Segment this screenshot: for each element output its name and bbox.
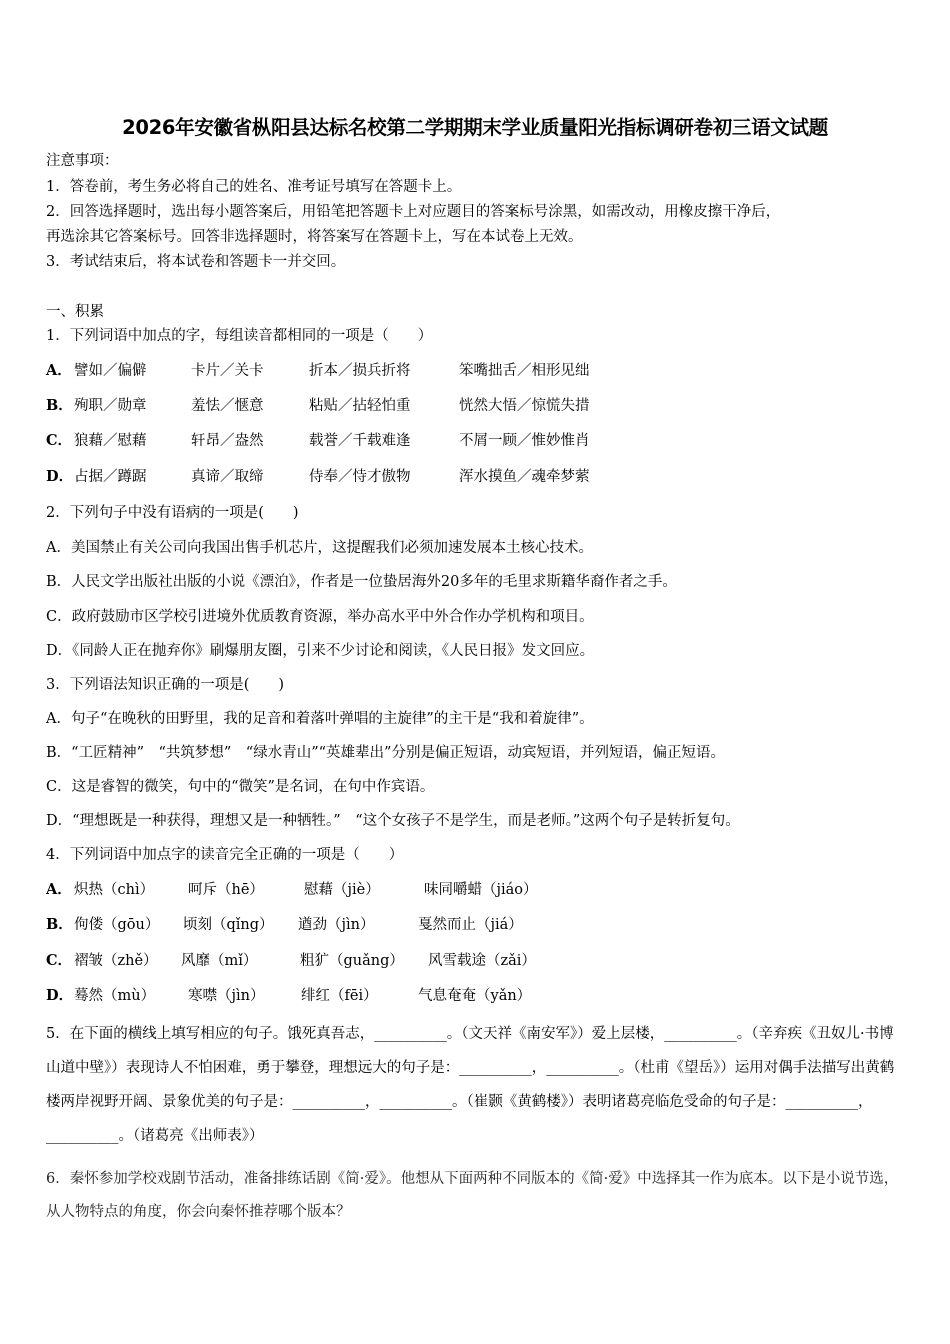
option-item: 寒噤（jìn）: [188, 988, 265, 1004]
option-label: D．: [46, 987, 74, 1004]
option-label: C．: [46, 432, 73, 449]
notice-item: 再选涂其它答案标号。回答非选择题时，将答案写在答题卡上，写在本试卷上无效。: [46, 229, 583, 245]
option-label: B．: [46, 916, 73, 933]
question-3-option: D．“理想既是一种获得，理想又是一种牺牲。” “这个女孩子不是学生，而是老师。”这两个句子是转折复句。: [46, 813, 740, 829]
question-3-stem: 3．下列语法知识正确的一项是( ): [46, 677, 285, 693]
option-label: A．: [46, 362, 72, 379]
option-item: 绯红（fēi）: [301, 988, 378, 1004]
page-title: 2026年安徽省枞阳县达标名校第二学期期末学业质量阳光指标调研卷初三语文试题: [122, 116, 828, 139]
question-3-option: A．句子“在晚秋的田野里，我的足音和着落叶弹唱的主旋律”的主干是“我和着旋律”。: [46, 711, 594, 727]
option-item: 轩昂／盎然: [191, 433, 264, 449]
question-5-text: 5．在下面的横线上填写相应的句子。饿死真吾志，__________。（文天祥《南安军》）爱上层楼，__________。（辛弃疾《丑奴儿·书博山道中壁》）表现诗人不怕困难，勇于攀登，理想远大的句子是：__________，__________。（杜甫《望岳》）运用对偶手法描写出黄鹤楼两岸视野开阔、景象优美的句子是：__________，__________。（崔颢《黄鹤楼》）表明诸葛亮临危受命的句子是：__________，__________。（诸葛亮《出师表》）: [46, 1026, 895, 1144]
option-item: 占据／蹲踞: [74, 469, 147, 485]
option-item: 佝偻（gōu）: [74, 917, 160, 933]
question-2-option: C．政府鼓励市区学校引进境外优质教育资源，举办高水平中外合作办学机构和项目。: [46, 609, 594, 625]
option-item: 狼藉／慰藉: [74, 433, 147, 449]
question-2-stem: 2．下列句子中没有语病的一项是( ): [46, 505, 299, 521]
option-item: 蓦然（mù）: [74, 988, 156, 1004]
question-2-option: B．人民文学出版社出版的小说《漂泊》，作者是一位蛰居海外20多年的毛里求斯籍华裔作者之手。: [46, 574, 677, 590]
option-item: 羞怯／惬意: [191, 398, 264, 414]
option-item: 侍奉／恃才傲物: [309, 469, 411, 485]
option-item: 气息奄奄（yǎn）: [418, 988, 532, 1004]
question-3-option: C．这是睿智的微笑，句中的“微笑”是名词，在句中作宾语。: [46, 779, 435, 795]
option-item: 粗犷（guǎng）: [300, 953, 404, 969]
option-label: C．: [46, 952, 73, 969]
notice-heading: 注意事项：: [46, 153, 119, 169]
option-item: 慰藉（jiè）: [304, 882, 380, 898]
option-label: B．: [46, 397, 73, 414]
option-item: 载誉／千载难逢: [309, 433, 411, 449]
option-item: 粘贴／拈轻怕重: [309, 398, 411, 414]
option-item: 譬如／偏僻: [74, 363, 147, 379]
question-3-option: B．“工匠精神” “共筑梦想” “绿水青山”“英雄辈出”分别是偏正短语，动宾短语，并列短语，偏正短语。: [46, 745, 725, 761]
option-label: D．: [46, 468, 74, 485]
option-item: 褶皱（zhě）: [74, 953, 158, 969]
option-item: 笨嘴拙舌／相形见绌: [459, 363, 590, 379]
option-item: 顷刻（qǐng）: [183, 917, 274, 933]
option-item: 不屑一顾／惟妙惟肖: [459, 433, 590, 449]
notice-item: 1．答卷前，考生务必将自己的姓名、准考证号填写在答题卡上。: [46, 179, 462, 195]
option-label: A．: [46, 881, 72, 898]
option-item: 风靡（mǐ）: [181, 953, 258, 969]
option-item: 浑水摸鱼／魂牵梦萦: [459, 469, 590, 485]
option-item: 卡片／关卡: [191, 363, 264, 379]
notice-item: 2．回答选择题时，选出每小题答案后，用铅笔把答题卡上对应题目的答案标号涂黑，如需改动，用橡皮擦干净后，: [46, 204, 781, 220]
question-4-stem: 4．下列词语中加点字的读音完全正确的一项是（ ）: [46, 847, 404, 863]
notice-item: 3．考试结束后，将本试卷和答题卡一并交回。: [46, 254, 346, 270]
option-item: 呵斥（hē）: [188, 882, 264, 898]
option-item: 风雪载途（zǎi）: [428, 953, 536, 969]
option-item: 恍然大悟／惊慌失措: [459, 398, 590, 414]
option-item: 折本／损兵折将: [309, 363, 411, 379]
section-heading: 一、积累: [46, 304, 104, 320]
option-item: 戛然而止（jiá）: [418, 917, 523, 933]
question-2-option: D．《同龄人正在抛弃你》刷爆朋友圈，引来不少讨论和阅读，《人民日报》发文回应。: [46, 643, 595, 659]
option-item: 遒劲（jìn）: [298, 917, 375, 933]
option-item: 炽热（chì）: [74, 882, 155, 898]
option-item: 真谛／取缔: [191, 469, 264, 485]
question-6-text: 6．秦怀参加学校戏剧节活动，准备排练话剧《简·爱》。他想从下面两种不同版本的《简·爱》中选择其一作为底本。以下是小说节选，从人物特点的角度，你会向秦怀推荐哪个版本？: [46, 1171, 899, 1220]
question-2-option: A．美国禁止有关公司向我国出售手机芯片，这提醒我们必须加速发展本土核心技术。: [46, 540, 593, 556]
option-item: 味同嚼蜡（jiáo）: [424, 882, 538, 898]
option-item: 殉职／勋章: [74, 398, 147, 414]
question-1-stem: 1．下列词语中加点的字，每组读音都相同的一项是（ ）: [46, 328, 433, 344]
